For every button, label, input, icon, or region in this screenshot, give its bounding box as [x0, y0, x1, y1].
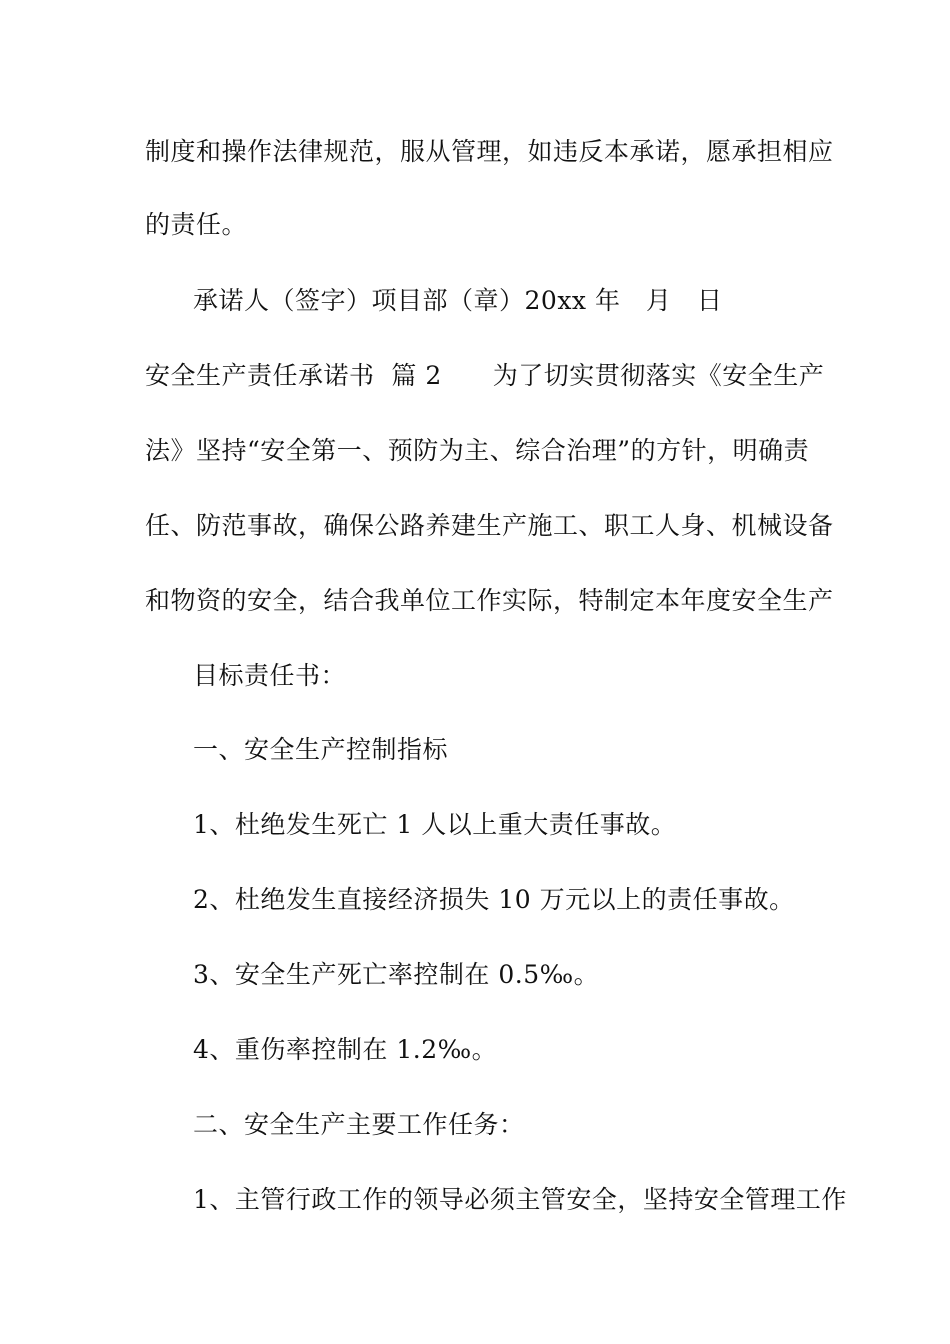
signature-line: 承诺人（签字）项目部（章）20xx 年 月 日: [193, 286, 723, 315]
list-item: 1、主管行政工作的领导必须主管安全，坚持安全管理工作: [193, 1185, 847, 1214]
paragraph-line: 任、防范事故，确保公路养建生产施工、职工人身、机械设备: [145, 511, 834, 540]
list-item: 1、杜绝发生死亡 1 人以上重大责任事故。: [193, 810, 677, 839]
list-item: 4、重伤率控制在 1.2‰。: [193, 1035, 498, 1064]
paragraph-line: 制度和操作法律规范，服从管理，如违反本承诺，愿承担相应: [145, 137, 834, 166]
paragraph-line: 目标责任书：: [193, 661, 347, 690]
paragraph-line: 和物资的安全，结合我单位工作实际，特制定本年度安全生产: [145, 586, 834, 615]
section-heading-line: 安全生产责任承诺书 篇 2 为了切实贯彻落实《安全生产: [145, 361, 825, 390]
heading-main-tasks: 二、安全生产主要工作任务：: [193, 1110, 525, 1139]
paragraph-line: 法》坚持“安全第一、预防为主、综合治理”的方针，明确责: [145, 436, 810, 465]
paragraph-line: 的责任。: [145, 210, 248, 239]
list-item: 3、安全生产死亡率控制在 0.5‰。: [193, 960, 600, 989]
list-item: 2、杜绝发生直接经济损失 10 万元以上的责任事故。: [193, 885, 795, 914]
heading-control-indicators: 一、安全生产控制指标: [193, 735, 449, 764]
